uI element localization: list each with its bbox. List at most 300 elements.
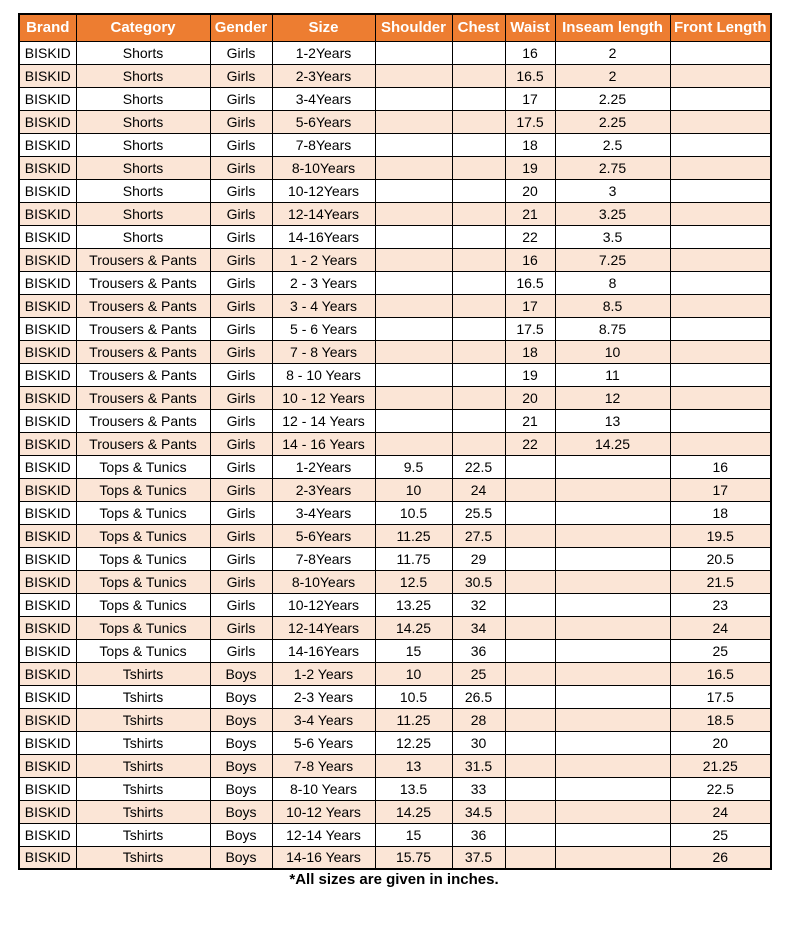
cell-category: Tops & Tunics (76, 547, 210, 570)
cell-size: 10-12 Years (272, 800, 375, 823)
cell-category: Shorts (76, 225, 210, 248)
cell-category: Trousers & Pants (76, 248, 210, 271)
cell-chest (452, 41, 505, 64)
cell-shoulder (375, 409, 452, 432)
cell-chest (452, 386, 505, 409)
cell-shoulder (375, 432, 452, 455)
column-header-brand: Brand (19, 14, 76, 41)
cell-brand: BISKID (19, 110, 76, 133)
cell-brand: BISKID (19, 639, 76, 662)
cell-waist (505, 478, 555, 501)
cell-inseam-length: 2.75 (555, 156, 670, 179)
cell-waist (505, 524, 555, 547)
cell-front-length: 17 (670, 478, 771, 501)
cell-shoulder: 15 (375, 823, 452, 846)
cell-category: Tops & Tunics (76, 478, 210, 501)
cell-category: Tops & Tunics (76, 593, 210, 616)
cell-gender: Girls (210, 547, 272, 570)
cell-gender: Girls (210, 294, 272, 317)
table-row (19, 524, 771, 547)
table-row (19, 386, 771, 409)
cell-inseam-length: 14.25 (555, 432, 670, 455)
cell-waist: 18 (505, 133, 555, 156)
cell-inseam-length (555, 639, 670, 662)
cell-gender: Boys (210, 708, 272, 731)
cell-inseam-length (555, 570, 670, 593)
cell-waist: 16 (505, 248, 555, 271)
cell-gender: Boys (210, 685, 272, 708)
table-row (19, 478, 771, 501)
cell-shoulder: 10 (375, 478, 452, 501)
cell-shoulder: 15.75 (375, 846, 452, 869)
cell-waist: 22 (505, 432, 555, 455)
cell-chest (452, 133, 505, 156)
cell-chest: 24 (452, 478, 505, 501)
cell-inseam-length (555, 455, 670, 478)
table-row (19, 156, 771, 179)
cell-shoulder (375, 179, 452, 202)
cell-waist (505, 662, 555, 685)
cell-brand: BISKID (19, 524, 76, 547)
table-row (19, 754, 771, 777)
cell-category: Tshirts (76, 708, 210, 731)
cell-front-length (670, 386, 771, 409)
cell-brand: BISKID (19, 41, 76, 64)
cell-inseam-length (555, 593, 670, 616)
cell-size: 1-2Years (272, 455, 375, 478)
cell-category: Tshirts (76, 846, 210, 869)
cell-gender: Girls (210, 363, 272, 386)
cell-chest (452, 202, 505, 225)
header-row (19, 14, 771, 41)
cell-front-length: 19.5 (670, 524, 771, 547)
cell-gender: Boys (210, 846, 272, 869)
cell-front-length (670, 294, 771, 317)
cell-shoulder: 12.25 (375, 731, 452, 754)
cell-chest: 36 (452, 639, 505, 662)
cell-size: 1-2Years (272, 41, 375, 64)
cell-category: Shorts (76, 64, 210, 87)
cell-inseam-length: 8.5 (555, 294, 670, 317)
cell-size: 8-10 Years (272, 777, 375, 800)
footnote: *All sizes are given in inches. (289, 871, 499, 888)
cell-gender: Girls (210, 41, 272, 64)
cell-chest (452, 156, 505, 179)
column-header-front-length: Front Length (670, 14, 771, 41)
cell-front-length: 24 (670, 616, 771, 639)
cell-brand: BISKID (19, 708, 76, 731)
cell-chest: 31.5 (452, 754, 505, 777)
cell-brand: BISKID (19, 340, 76, 363)
cell-chest (452, 225, 505, 248)
cell-shoulder (375, 110, 452, 133)
cell-brand: BISKID (19, 317, 76, 340)
cell-waist (505, 754, 555, 777)
cell-inseam-length: 2.25 (555, 110, 670, 133)
column-header-chest: Chest (452, 14, 505, 41)
cell-inseam-length (555, 478, 670, 501)
cell-shoulder (375, 294, 452, 317)
cell-category: Trousers & Pants (76, 271, 210, 294)
cell-gender: Girls (210, 409, 272, 432)
cell-waist: 17 (505, 294, 555, 317)
cell-shoulder (375, 87, 452, 110)
cell-brand: BISKID (19, 823, 76, 846)
table-row (19, 685, 771, 708)
table-row (19, 823, 771, 846)
cell-category: Shorts (76, 202, 210, 225)
table-row (19, 340, 771, 363)
cell-waist (505, 639, 555, 662)
cell-size: 7-8Years (272, 133, 375, 156)
cell-shoulder (375, 386, 452, 409)
cell-brand: BISKID (19, 570, 76, 593)
cell-chest: 29 (452, 547, 505, 570)
cell-front-length (670, 179, 771, 202)
table-row (19, 317, 771, 340)
cell-shoulder (375, 64, 452, 87)
cell-category: Shorts (76, 110, 210, 133)
cell-gender: Girls (210, 179, 272, 202)
cell-category: Tops & Tunics (76, 524, 210, 547)
cell-shoulder: 13.25 (375, 593, 452, 616)
table-row (19, 133, 771, 156)
cell-waist (505, 616, 555, 639)
cell-chest: 36 (452, 823, 505, 846)
cell-category: Shorts (76, 156, 210, 179)
cell-gender: Girls (210, 202, 272, 225)
table-row (19, 731, 771, 754)
table-row (19, 846, 771, 869)
table-row (19, 409, 771, 432)
cell-inseam-length: 7.25 (555, 248, 670, 271)
cell-brand: BISKID (19, 133, 76, 156)
cell-category: Tops & Tunics (76, 570, 210, 593)
cell-chest: 25 (452, 662, 505, 685)
cell-gender: Girls (210, 524, 272, 547)
size-chart-table (18, 13, 772, 870)
cell-size: 12-14Years (272, 202, 375, 225)
cell-front-length: 26 (670, 846, 771, 869)
cell-category: Tshirts (76, 800, 210, 823)
cell-brand: BISKID (19, 271, 76, 294)
cell-size: 3 - 4 Years (272, 294, 375, 317)
cell-shoulder (375, 41, 452, 64)
table-row (19, 547, 771, 570)
cell-gender: Girls (210, 340, 272, 363)
cell-front-length: 20.5 (670, 547, 771, 570)
cell-chest (452, 317, 505, 340)
cell-inseam-length: 3.5 (555, 225, 670, 248)
column-header-shoulder: Shoulder (375, 14, 452, 41)
cell-brand: BISKID (19, 685, 76, 708)
cell-size: 14 - 16 Years (272, 432, 375, 455)
cell-category: Tshirts (76, 777, 210, 800)
cell-shoulder (375, 202, 452, 225)
cell-waist (505, 501, 555, 524)
cell-front-length: 23 (670, 593, 771, 616)
cell-chest (452, 110, 505, 133)
cell-inseam-length (555, 846, 670, 869)
cell-front-length: 25 (670, 823, 771, 846)
cell-front-length (670, 432, 771, 455)
cell-chest: 32 (452, 593, 505, 616)
cell-inseam-length: 8.75 (555, 317, 670, 340)
cell-gender: Boys (210, 777, 272, 800)
table-row (19, 363, 771, 386)
cell-shoulder: 15 (375, 639, 452, 662)
cell-size: 8-10Years (272, 156, 375, 179)
cell-shoulder: 9.5 (375, 455, 452, 478)
cell-size: 8 - 10 Years (272, 363, 375, 386)
cell-brand: BISKID (19, 248, 76, 271)
cell-size: 14-16Years (272, 639, 375, 662)
cell-chest: 33 (452, 777, 505, 800)
cell-waist: 18 (505, 340, 555, 363)
cell-brand: BISKID (19, 846, 76, 869)
cell-gender: Girls (210, 432, 272, 455)
cell-shoulder (375, 225, 452, 248)
cell-chest (452, 432, 505, 455)
cell-size: 7 - 8 Years (272, 340, 375, 363)
cell-front-length (670, 156, 771, 179)
table-row (19, 110, 771, 133)
cell-waist (505, 823, 555, 846)
cell-front-length (670, 64, 771, 87)
cell-waist (505, 708, 555, 731)
cell-chest: 37.5 (452, 846, 505, 869)
cell-chest: 26.5 (452, 685, 505, 708)
cell-gender: Boys (210, 754, 272, 777)
cell-shoulder (375, 317, 452, 340)
cell-chest (452, 64, 505, 87)
cell-brand: BISKID (19, 432, 76, 455)
cell-gender: Boys (210, 823, 272, 846)
cell-waist (505, 593, 555, 616)
cell-inseam-length: 11 (555, 363, 670, 386)
cell-chest (452, 363, 505, 386)
cell-shoulder: 10.5 (375, 685, 452, 708)
cell-front-length (670, 87, 771, 110)
cell-brand: BISKID (19, 386, 76, 409)
cell-size: 12-14Years (272, 616, 375, 639)
cell-inseam-length: 3 (555, 179, 670, 202)
cell-category: Shorts (76, 133, 210, 156)
table-row (19, 64, 771, 87)
column-header-gender: Gender (210, 14, 272, 41)
cell-waist: 16 (505, 41, 555, 64)
cell-category: Tops & Tunics (76, 501, 210, 524)
cell-size: 10 - 12 Years (272, 386, 375, 409)
cell-waist: 21 (505, 202, 555, 225)
cell-shoulder: 11.75 (375, 547, 452, 570)
cell-chest (452, 271, 505, 294)
cell-inseam-length: 13 (555, 409, 670, 432)
cell-chest: 30.5 (452, 570, 505, 593)
cell-inseam-length (555, 524, 670, 547)
table-row (19, 202, 771, 225)
table-row (19, 616, 771, 639)
cell-size: 5-6Years (272, 110, 375, 133)
cell-front-length (670, 202, 771, 225)
cell-waist: 21 (505, 409, 555, 432)
cell-front-length: 21.5 (670, 570, 771, 593)
cell-gender: Girls (210, 386, 272, 409)
cell-chest: 25.5 (452, 501, 505, 524)
cell-chest (452, 409, 505, 432)
table-row (19, 455, 771, 478)
cell-inseam-length: 10 (555, 340, 670, 363)
table-row (19, 248, 771, 271)
cell-inseam-length (555, 547, 670, 570)
cell-gender: Girls (210, 478, 272, 501)
cell-waist: 17.5 (505, 110, 555, 133)
cell-shoulder: 10 (375, 662, 452, 685)
cell-waist (505, 547, 555, 570)
cell-size: 14-16 Years (272, 846, 375, 869)
cell-shoulder: 13 (375, 754, 452, 777)
table-body (19, 41, 771, 869)
cell-category: Tshirts (76, 662, 210, 685)
cell-category: Tops & Tunics (76, 455, 210, 478)
cell-front-length (670, 271, 771, 294)
cell-brand: BISKID (19, 501, 76, 524)
cell-inseam-length: 2.5 (555, 133, 670, 156)
cell-front-length (670, 409, 771, 432)
table-row (19, 41, 771, 64)
table-row (19, 800, 771, 823)
cell-brand: BISKID (19, 547, 76, 570)
cell-size: 2 - 3 Years (272, 271, 375, 294)
cell-front-length (670, 363, 771, 386)
cell-brand: BISKID (19, 455, 76, 478)
cell-shoulder: 13.5 (375, 777, 452, 800)
cell-size: 2-3 Years (272, 685, 375, 708)
cell-size: 8-10Years (272, 570, 375, 593)
cell-brand: BISKID (19, 202, 76, 225)
cell-waist (505, 800, 555, 823)
table-row (19, 639, 771, 662)
cell-category: Trousers & Pants (76, 340, 210, 363)
cell-category: Trousers & Pants (76, 432, 210, 455)
cell-category: Tops & Tunics (76, 639, 210, 662)
cell-inseam-length (555, 731, 670, 754)
cell-front-length: 21.25 (670, 754, 771, 777)
cell-inseam-length (555, 685, 670, 708)
cell-brand: BISKID (19, 800, 76, 823)
cell-gender: Girls (210, 593, 272, 616)
cell-brand: BISKID (19, 179, 76, 202)
cell-brand: BISKID (19, 64, 76, 87)
cell-size: 5-6Years (272, 524, 375, 547)
table-row (19, 179, 771, 202)
cell-chest (452, 87, 505, 110)
cell-waist (505, 685, 555, 708)
cell-front-length: 18 (670, 501, 771, 524)
table-row (19, 777, 771, 800)
cell-shoulder (375, 133, 452, 156)
cell-brand: BISKID (19, 731, 76, 754)
cell-waist: 16.5 (505, 64, 555, 87)
cell-waist: 19 (505, 363, 555, 386)
cell-brand: BISKID (19, 409, 76, 432)
cell-inseam-length (555, 777, 670, 800)
cell-front-length: 16 (670, 455, 771, 478)
cell-inseam-length (555, 662, 670, 685)
cell-gender: Girls (210, 317, 272, 340)
cell-shoulder (375, 248, 452, 271)
cell-front-length (670, 110, 771, 133)
cell-category: Shorts (76, 179, 210, 202)
cell-brand: BISKID (19, 156, 76, 179)
cell-chest: 34 (452, 616, 505, 639)
table-row (19, 271, 771, 294)
cell-inseam-length (555, 616, 670, 639)
cell-size: 10-12Years (272, 179, 375, 202)
cell-inseam-length (555, 754, 670, 777)
cell-gender: Girls (210, 501, 272, 524)
cell-size: 1-2 Years (272, 662, 375, 685)
cell-chest (452, 294, 505, 317)
table-row (19, 501, 771, 524)
cell-front-length (670, 317, 771, 340)
cell-front-length: 25 (670, 639, 771, 662)
cell-shoulder: 12.5 (375, 570, 452, 593)
cell-size: 7-8Years (272, 547, 375, 570)
cell-category: Tops & Tunics (76, 616, 210, 639)
cell-waist (505, 731, 555, 754)
cell-shoulder: 10.5 (375, 501, 452, 524)
cell-inseam-length: 3.25 (555, 202, 670, 225)
cell-front-length (670, 248, 771, 271)
cell-brand: BISKID (19, 225, 76, 248)
column-header-waist: Waist (505, 14, 555, 41)
cell-gender: Girls (210, 87, 272, 110)
cell-gender: Girls (210, 64, 272, 87)
cell-inseam-length (555, 708, 670, 731)
cell-inseam-length: 2 (555, 64, 670, 87)
cell-gender: Girls (210, 616, 272, 639)
cell-chest: 34.5 (452, 800, 505, 823)
cell-front-length: 18.5 (670, 708, 771, 731)
cell-category: Tshirts (76, 823, 210, 846)
cell-size: 12 - 14 Years (272, 409, 375, 432)
cell-front-length: 17.5 (670, 685, 771, 708)
cell-chest (452, 248, 505, 271)
cell-inseam-length (555, 501, 670, 524)
cell-category: Shorts (76, 41, 210, 64)
cell-size: 2-3Years (272, 478, 375, 501)
cell-waist: 20 (505, 179, 555, 202)
table-row (19, 662, 771, 685)
column-header-size: Size (272, 14, 375, 41)
cell-front-length: 20 (670, 731, 771, 754)
cell-shoulder: 14.25 (375, 616, 452, 639)
cell-size: 10-12Years (272, 593, 375, 616)
cell-waist (505, 846, 555, 869)
cell-size: 3-4Years (272, 501, 375, 524)
cell-size: 12-14 Years (272, 823, 375, 846)
cell-inseam-length (555, 800, 670, 823)
table-row (19, 225, 771, 248)
cell-inseam-length (555, 823, 670, 846)
cell-brand: BISKID (19, 662, 76, 685)
cell-chest (452, 340, 505, 363)
cell-waist: 16.5 (505, 271, 555, 294)
cell-waist: 17 (505, 87, 555, 110)
cell-category: Trousers & Pants (76, 294, 210, 317)
cell-front-length: 22.5 (670, 777, 771, 800)
